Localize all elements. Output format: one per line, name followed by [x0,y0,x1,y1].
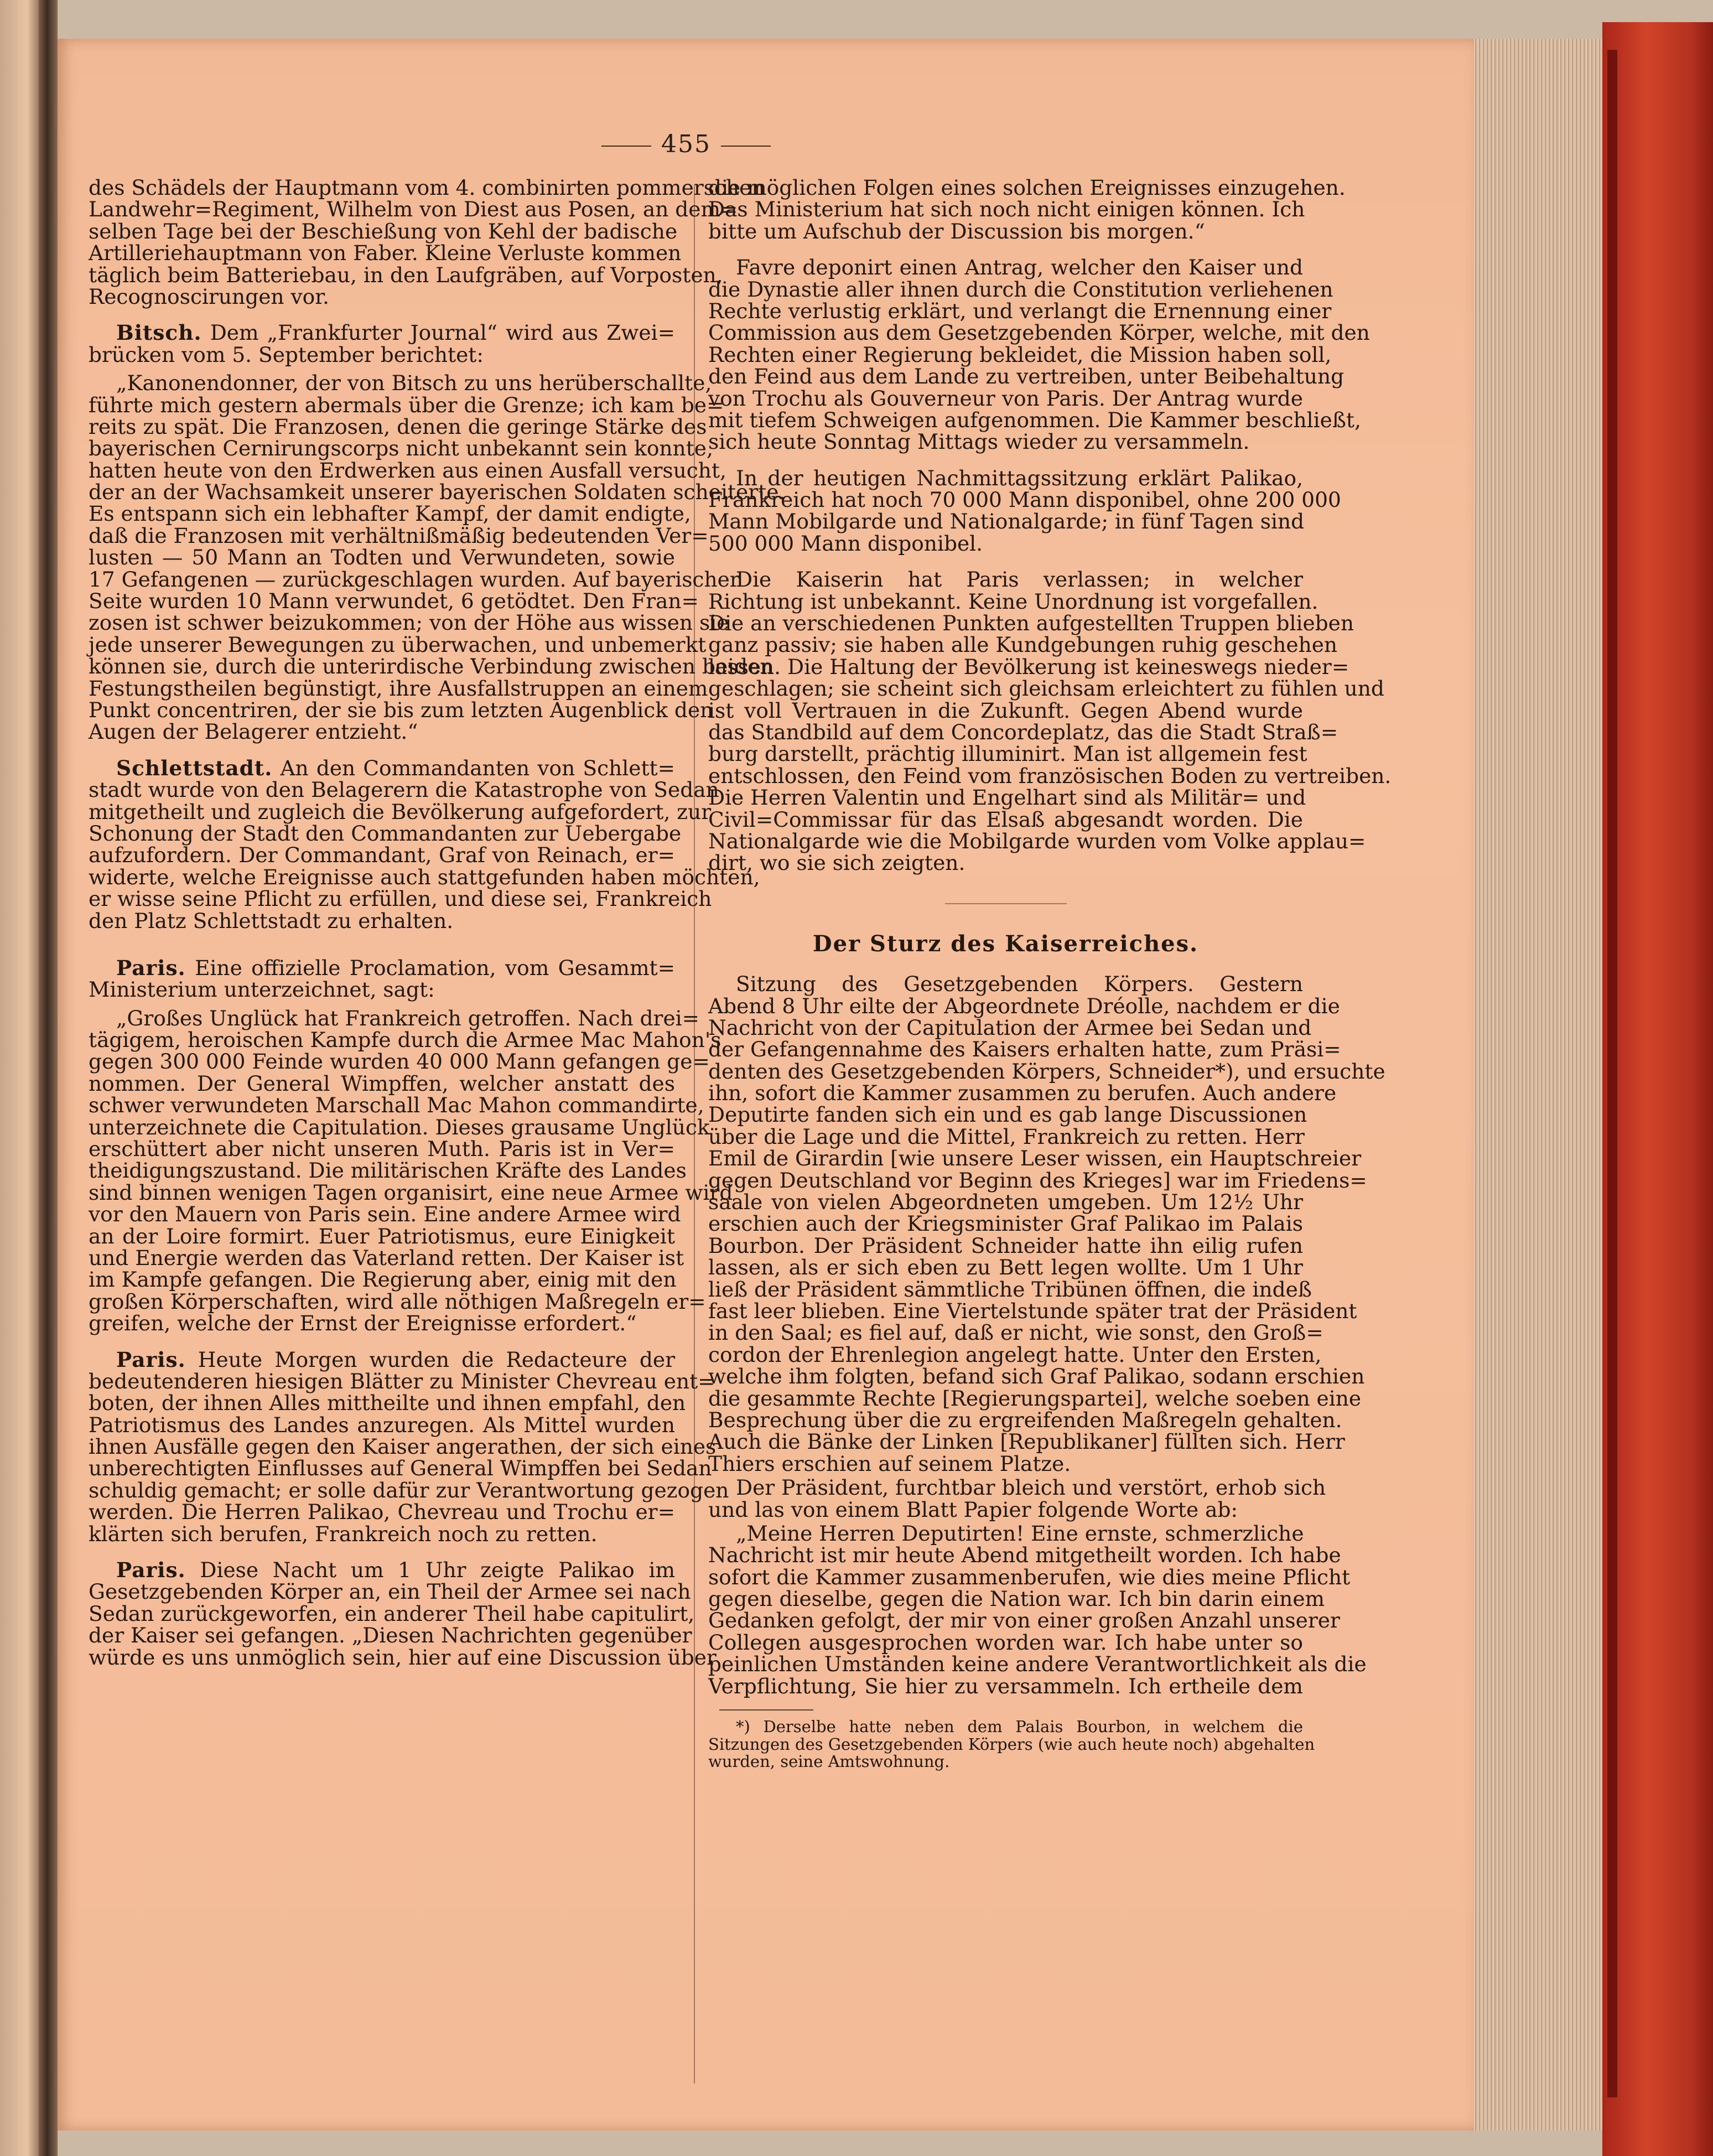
text-line [708,175,1346,200]
text-line [708,589,1319,614]
line-text: *) Derselbe hatte neben dem Palais Bourbon, in welchem die [736,1717,1303,1737]
text-line [89,1349,675,1371]
paragraph-heading: Paris. [116,1347,186,1372]
line-text: In der heutigen Nachmittagssitzung erklärt Palikao, [736,465,1303,490]
text-line [89,1073,675,1095]
line-text: Landwehr=Regiment, Wilhelm von Diest aus Posen, an dem= [89,197,738,222]
line-text: nommen. Der General Wimpffen, welcher anstatt des [89,1071,675,1096]
text-line [708,364,1345,389]
text-line [89,1414,675,1436]
line-text: boten, der ihnen Alles mittheilte und ihnen empfahl, den [89,1391,686,1416]
line-text: das Standbild auf dem Concordeplatz, das die Stadt Straß= [708,719,1338,744]
text-line [89,697,714,722]
line-text: 500 000 Mann disponibel. [708,531,983,556]
line-text: fast leer blieben. Eine Viertelstunde später trat der Präsident [708,1298,1357,1323]
line-text: saale von vielen Abgeordneten umgeben. Um 12½ Uhr [708,1190,1303,1215]
line-text: lassen. Die Haltung der Bevölkerung ist keineswegs nieder= [708,654,1349,679]
line-text: ganz passiv; sie haben alle Kundgebungen ruhig geschehen [708,633,1338,657]
text-line [708,1564,1351,1589]
text-line [708,1277,1312,1302]
text-line [708,611,1354,636]
line-text: Rechten einer Regierung bekleidet, die Mission haben soll, [708,342,1332,367]
text-line [708,1386,1362,1411]
text-line [708,1081,1337,1106]
text-line [708,700,1303,722]
text-line [89,197,738,222]
text-line [89,1180,733,1205]
line-text: Recognoscirungen vor. [89,284,329,309]
text-line [708,1102,1307,1127]
paragraph-heading: Bitsch. [116,320,202,345]
line-text: peinlichen Umständen keine andere Verantwortlichkeit als die [708,1652,1367,1677]
text-line [708,1753,1303,1771]
line-text: hatten heute von den Erdwerken aus einen Ausfall versucht, [89,458,726,483]
line-text: 17 Gefangenen — zurückgeschlagen wurden. Auf bayerischer [89,567,740,592]
text-line [708,342,1332,367]
line-text: Sedan zurückgeworfen, ein anderer Theil habe capitulirt, [89,1601,695,1626]
line-text: brücken vom 5. September berichtet: [89,342,484,367]
text-line [89,1138,675,1160]
line-text: lassen, als er sich eben zu Bett legen wollte. Um 1 Uhr [708,1255,1303,1280]
line-text: Eine offizielle Proclamation, vom Gesammt= [195,955,676,980]
line-text: Frankreich hat noch 70 000 Mann disponibel, ohne 200 000 [708,488,1341,512]
line-text: der Kaiser sei gefangen. „Diesen Nachrichten gegenüber [89,1623,692,1648]
text-line [708,465,1303,490]
line-text: Bourbon. Der Präsident Schneider hatte ihn eilig rufen [708,1233,1303,1258]
line-text: Abend 8 Uhr eilte der Abgeordnete Dréolle, nachdem er die [708,993,1340,1018]
line-text: Schonung der Stadt den Commandanten zur Uebergabe [89,821,682,846]
text-line [89,1202,681,1227]
text-line [708,763,1392,788]
paragraph-proclamation [89,1006,733,1336]
text-line [708,1718,1303,1736]
text-line [89,322,675,344]
paragraph-palikao [708,465,1341,556]
text-line [708,1543,1341,1568]
line-text: mit tiefem Schweigen aufgenommen. Die Kammer beschließt, [708,407,1361,432]
text-line [89,755,676,780]
line-text: stadt wurde von den Belagerern die Katastrophe von Sedan [89,778,719,802]
line-text: die Dynastie aller ihnen durch die Constitution verliehenen [708,277,1333,302]
line-text: Festungstheilen begünstigt, ihre Ausfallstruppen an einem [89,676,708,701]
section-title: Der Sturz des Kaiserreiches. [812,930,1199,957]
line-text: daß die Franzosen mit verhältnißmäßig bedeutenden Ver= [89,523,709,548]
text-line [89,567,740,592]
line-text: Besprechung über die zu ergreifenden Maßregeln gehalten. [708,1407,1342,1432]
paragraph-paris-1 [89,957,675,1001]
line-text: cordon der Ehrenlegion angelegt hatte. Unter den Ersten, [708,1342,1322,1367]
text-line [89,371,712,396]
text-line [89,1289,706,1314]
line-text: die möglichen Folgen eines solchen Ereignisses einzugehen. [708,175,1346,200]
text-line [89,799,712,824]
paragraph [89,175,765,309]
text-line [89,1478,729,1502]
line-text: und las von einem Blatt Papier folgende Worte ab: [708,1497,1238,1522]
text-line [708,1632,1303,1654]
line-text: in den Saal; es fiel auf, daß er nicht, wie sonst, den Groß= [708,1320,1323,1345]
text-line [89,1601,695,1626]
text-line [89,1456,712,1481]
line-text: Nachricht ist mir heute Abend mitgetheilt worden. Ich habe [708,1543,1341,1568]
text-line [708,298,1332,323]
line-text: werden. Die Herren Palikao, Chevreau und Trochu er= [89,1500,675,1525]
text-line [708,1342,1322,1367]
line-text: er wisse seine Pflicht zu erfüllen, und diese sei, Frankreich [89,887,712,911]
text-line [89,262,723,287]
paragraph-paris-2 [89,1347,729,1546]
text-line [708,1015,1312,1040]
text-line [708,431,1303,453]
text-line [89,864,760,889]
line-text: bedeutenderen hiesigen Blätter zu Minister Chevreau ent= [89,1369,715,1393]
text-line [708,1146,1362,1171]
line-text: Seite wurden 10 Mann verwundet, 6 getödtet. Den Fran= [89,589,699,614]
line-text: widerte, welche Ereignisse auch stattgefunden haben möchten, [89,864,760,889]
text-line [708,742,1307,766]
page-edges [1474,39,1602,2131]
line-text: gegen Deutschland vor Beginn des Krieges] war im Friedens= [708,1168,1367,1193]
text-line [89,547,675,568]
paragraph-paris-3 [89,1558,717,1670]
line-text: über die Lage und die Mittel, Frankreich zu retten. Herr [708,1124,1305,1149]
line-text: Civil=Commissar für das Elsaß abgesandt worden. Die [708,807,1303,832]
text-line [89,721,675,743]
footnote [708,1717,1315,1771]
line-text: aufzufordern. Der Commandant, Graf von Reinach, er= [89,843,675,868]
text-line [89,523,709,548]
text-line [89,821,682,846]
line-text: An den Commandanten von Schlett= [280,755,676,780]
line-text: unterzeichnete die Capitulation. Dieses grausame Unglück [89,1115,710,1139]
line-text: Augen der Belagerer entzieht.“ [89,719,418,744]
paragraph [708,175,1346,243]
line-text: Gesetzgebenden Körper an, ein Theil der Armee sei nach [89,1579,691,1604]
text-line [708,1608,1340,1633]
line-text: großen Körperschaften, wird alle nöthigen Maßregeln er= [89,1289,706,1314]
line-text: bitte um Aufschub der Discussion bis morgen.“ [708,219,1205,243]
text-line [89,1501,675,1523]
text-line [708,199,1303,220]
line-text: Richtung ist unbekannt. Keine Unordnung ist vorgefallen. [708,589,1319,614]
text-line [89,957,675,979]
line-text: unberechtigten Einflusses auf General Wimpffen bei Sedan [89,1456,712,1481]
line-text: führte mich gestern abermals über die Grenze; ich kam be= [89,392,724,417]
line-text: und Energie werden das Vaterland retten. Der Kaiser ist [89,1245,684,1270]
text-line [89,910,675,932]
text-line [708,785,1306,810]
text-line [708,221,1303,242]
line-text: der Gefangennahme des Kaisers erhalten hatte, zum Präsi= [708,1037,1341,1062]
paragraph-praesident [708,1475,1326,1522]
line-text: Rechte verlustig erklärt, und verlangt die Ernennung einer [708,298,1332,323]
paragraph-sitzung [708,972,1385,1476]
line-text: sind binnen wenigen Tagen organisirt, eine neue Armee wird [89,1180,733,1205]
text-line [89,1523,675,1545]
text-line [708,828,1366,853]
text-line [708,407,1361,432]
footnote-rule [719,1709,813,1711]
text-line [89,414,707,439]
text-line [708,993,1340,1018]
line-text: lusten — 50 Mann an Todten und Verwundeten, sowie [89,545,675,570]
line-text: Verpflichtung, Sie hier zu versammeln. Ich ertheile dem [708,1673,1303,1698]
text-line [708,973,1303,995]
text-line [708,654,1349,679]
text-line [89,610,729,635]
paragraph-heading: Schlettstadt. [116,755,273,780]
text-line [708,1429,1345,1454]
text-line [708,1191,1303,1213]
line-text: Sitzungen des Gesetzgebenden Körpers (wie auch heute noch) abgehalten [708,1734,1315,1754]
line-text: „Meine Herren Deputirten! Eine ernste, schmerzliche [736,1521,1304,1546]
text-line [89,1623,692,1648]
line-text: Thiers erschien auf seinem Platze. [708,1451,1071,1476]
line-text: Der Präsident, furchtbar bleich und verstört, erhob sich [736,1475,1326,1500]
text-line [708,533,1303,554]
line-text: dirt, wo sie sich zeigten. [708,851,965,875]
text-line [708,1673,1303,1698]
text-line [89,392,724,417]
text-line [708,809,1303,831]
line-text: entschlossen, den Feind vom französischen Boden zu vertreiben. [708,763,1392,788]
line-text: Die an verschiedenen Punkten aufgestellten Truppen blieben [708,611,1354,636]
line-text: welche ihm folgten, befand sich Graf Palikao, sodann erschien [708,1364,1365,1389]
text-line [89,979,675,1001]
text-line [708,1213,1303,1235]
line-text: theidigungszustand. Die militärischen Kräfte des Landes [89,1158,687,1183]
text-line [708,1168,1367,1193]
line-text: Gedanken gefolgt, der mir von einer großen Anzahl unserer [708,1608,1340,1633]
line-text: denten des Gesetzgebenden Körpers, Schneider*), und ersuchte [708,1059,1385,1084]
text-line [708,1407,1342,1432]
text-line [708,1499,1303,1521]
text-line [708,488,1341,512]
line-text: zosen ist schwer beizukommen; von der Höhe aus wissen sie [89,610,729,635]
line-text: schwer verwundeten Marschall Mac Mahon commandirte, [89,1093,704,1118]
line-text: gegen dieselbe, gegen die Nation war. Ich bin darin einem [708,1587,1325,1611]
text-line [89,844,675,866]
line-text: Artilleriehauptmann von Faber. Kleine Verluste kommen [89,241,682,266]
line-text: ist voll Vertrauen in die Zukunft. Gegen Abend wurde [708,698,1303,723]
text-line [89,887,712,911]
text-line [708,719,1338,744]
line-text: ihnen Ausfälle gegen den Kaiser angerathen, der sich eines [89,1434,717,1459]
line-text: des Schädels der Hauptmann vom 4. combinirten pommerschen [89,175,765,200]
paragraph-heading: Paris. [116,1558,186,1583]
line-text: Patriotismus des Landes anzuregen. Als Mittel wurden [89,1412,675,1437]
line-text: sofort die Kammer zusammenberufen, wie dies meine Pflicht [708,1564,1351,1589]
line-text: Nationalgarde wie die Mobilgarde wurden vom Volke applau= [708,828,1366,853]
line-text: vor den Mauern von Paris sein. Eine andere Armee wird [89,1202,681,1227]
line-text: im Kampfe gefangen. Die Regierung aber, einig mit den [89,1267,677,1292]
text-line [708,1364,1365,1389]
line-text: „Kanonendonner, der von Bitsch zu uns herüberschallte, [116,371,712,396]
text-line [708,1257,1303,1278]
text-line [708,1126,1303,1148]
text-line [708,1453,1303,1475]
line-text: erschüttert aber nicht unseren Muth. Paris ist in Ver= [89,1137,675,1162]
text-line [708,633,1338,657]
line-text: Sitzung des Gesetzgebenden Körpers. Gestern [736,972,1303,997]
line-text: ihn, sofort die Kammer zusammen zu berufen. Auch andere [708,1081,1337,1106]
text-line [708,569,1303,590]
line-text: Die Kaiserin hat Paris verlassen; in welcher [736,567,1303,592]
line-text: Auch die Bänke der Linken [Republikaner] füllten sich. Herr [708,1429,1345,1454]
text-line [89,1158,687,1183]
paragraph-rede [708,1521,1367,1698]
line-text: Diese Nacht um 1 Uhr zeigte Palikao im [200,1558,675,1583]
text-line [89,676,708,701]
line-text: Collegen ausgesprochen worden war. Ich habe unter so [708,1630,1303,1655]
text-line [89,778,719,802]
page-number: 455 [586,130,786,158]
line-text: Deputirte fanden sich ein und es gab lange Discussionen [708,1102,1307,1127]
text-line [89,1313,675,1334]
line-text: ließ der Präsident sämmtliche Tribünen öffnen, die indeß [708,1277,1312,1302]
text-line [89,1226,675,1247]
line-text: gegen 300 000 Feinde wurden 40 000 Mann gefangen ge= [89,1049,710,1074]
paragraph-schlettstadt [89,755,760,933]
line-text: Das Ministerium hat sich noch nicht einigen können. Ich [708,197,1305,222]
text-line [89,175,765,200]
line-text: können sie, durch die unterirdische Verbindung zwischen beiden [89,654,774,679]
line-text: den Platz Schlettstadt zu erhalten. [89,908,454,933]
line-text: Ministerium unterzeichnet, sagt: [89,977,435,1002]
line-text: die gesammte Rechte [Regierungspartei], welche soeben eine [708,1386,1362,1411]
line-text: erschien auch der Kriegsminister Graf Palikao im Palais [708,1211,1303,1236]
line-text: an der Loire formirt. Euer Patriotismus, eure Einigkeit [89,1224,675,1248]
line-text: klärten sich berufen, Frankreich noch zu retten. [89,1521,598,1546]
line-text: mitgetheilt und zugleich die Bevölkerung aufgefordert, zur [89,799,712,824]
text-line [708,852,1303,874]
text-line [708,511,1303,532]
text-line [89,632,707,657]
line-text: bayerischen Cernirungscorps nicht unbekannt sein konnte, [89,436,713,461]
text-line [89,501,691,526]
text-line [89,241,682,266]
line-text: Nachricht von der Capitulation der Armee bei Sedan und [708,1015,1312,1040]
line-text: sich heute Sonntag Mittags wieder zu versammeln. [708,429,1250,454]
cover-binding [1607,50,1617,2097]
line-text: Die Herren Valentin und Engelhart sind als Militär= und [708,785,1306,810]
paragraph-quote [89,371,786,744]
section-divider [945,903,1067,904]
line-text: Dem „Frankfurter Journal“ wird aus Zwei= [210,320,675,345]
line-text: schuldig gemacht; er solle dafür zur Verantwortung gezogen [89,1478,729,1502]
text-line [89,480,786,505]
line-text: tägigem, heroischen Kampfe durch die Armee Mac Mahon's [89,1028,721,1053]
line-text: wurden, seine Amtswohnung. [708,1752,950,1771]
text-line [89,1645,717,1670]
text-line [89,344,675,366]
line-text: Punkt concentriren, der sie bis zum letzten Augenblick den [89,697,714,722]
line-text: selben Tage bei der Beschießung von Kehl der badische [89,219,678,243]
line-text: geschlagen; sie scheint sich gleichsam erleichtert zu fühlen und [708,676,1384,701]
paragraph-favre [708,255,1370,454]
line-text: reits zu spät. Die Franzosen, denen die geringe Stärke des [89,414,707,439]
line-text: Favre deponirt einen Antrag, welcher den Kaiser und [736,255,1303,280]
text-line [708,1523,1303,1545]
previous-page-edge [0,0,39,2156]
text-line [708,1475,1326,1500]
text-line [89,589,699,614]
text-line [89,1006,700,1030]
text-line [89,1245,684,1270]
text-line [89,286,675,308]
text-line [89,654,774,679]
text-line [89,1028,721,1053]
text-line [89,1391,686,1416]
text-line [708,257,1303,278]
paragraph-bitsch [89,322,675,366]
text-line [89,1559,675,1581]
text-line [708,1734,1315,1754]
text-line [708,277,1333,302]
text-line [89,219,678,243]
book-gutter [39,0,58,2156]
text-line [89,1269,675,1291]
text-line [708,1059,1385,1084]
line-text: burg darstellt, prächtig illuminirt. Man ist allgemein fest [708,742,1307,766]
text-line [708,388,1303,410]
text-line [89,1369,715,1393]
text-line [708,1298,1357,1323]
text-line [708,320,1370,345]
text-line [89,1049,710,1074]
text-line [89,1115,710,1139]
line-text: Mann Mobilgarde und Nationalgarde; in fünf Tagen sind [708,509,1305,534]
text-line [708,1652,1367,1677]
text-line [89,458,726,483]
paragraph-heading: Paris. [116,955,186,980]
line-text: würde es uns unmöglich sein, hier auf eine Discussion über [89,1645,717,1670]
line-text: „Großes Unglück hat Frankreich getroffen. Nach drei= [116,1006,700,1030]
text-line [89,1579,691,1604]
book-cover-edge [1602,22,1713,2156]
text-line [708,1320,1323,1345]
line-text: Heute Morgen wurden die Redacteure der [198,1347,676,1372]
line-text: den Feind aus dem Lande zu vertreiben, unter Beibehaltung [708,364,1345,389]
line-text: jede unserer Bewegungen zu überwachen, und unbemerkt [89,632,707,657]
paragraph-kaiserin [708,567,1392,875]
line-text: täglich beim Batteriebau, in den Laufgräben, auf Vorposten, [89,262,723,287]
text-line [89,1093,704,1118]
line-text: Commission aus dem Gesetzgebenden Körper, welche, mit den [708,320,1370,345]
text-line [708,676,1384,701]
left-column [89,175,786,1670]
right-column [708,175,1392,1771]
text-line [708,1037,1341,1062]
line-text: Emil de Girardin [wie unsere Leser wissen, ein Hauptschreier [708,1146,1362,1171]
text-line [708,1587,1325,1611]
text-line [89,436,713,461]
line-text: von Trochu als Gouverneur von Paris. Der Antrag wurde [708,386,1303,411]
line-text: der an der Wachsamkeit unserer bayerischen Soldaten scheiterte. [89,480,786,505]
line-text: greifen, welche der Ernst der Ereignisse erfordert.“ [89,1311,637,1336]
text-line [89,1434,717,1459]
line-text: Es entspann sich ein lebhafter Kampf, der damit endigte, [89,501,691,526]
text-line [708,1235,1303,1257]
